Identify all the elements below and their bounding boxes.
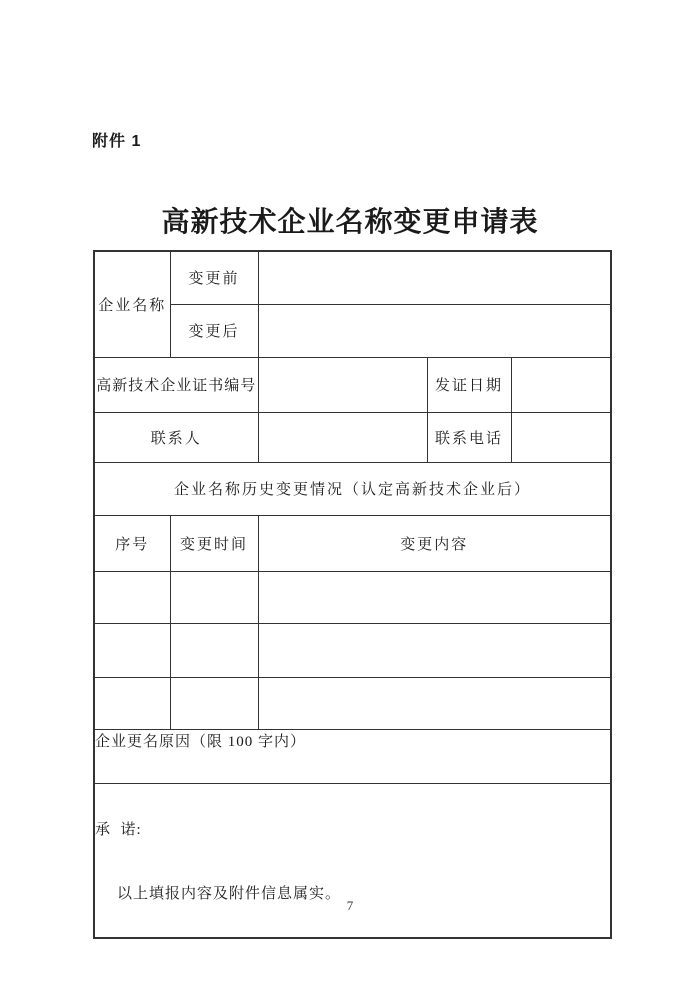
after-change-value-cell[interactable] xyxy=(258,304,611,357)
after-change-label-cell: 变更后 xyxy=(170,304,258,357)
contact-phone-label-cell: 联系电话 xyxy=(427,412,511,462)
history-time-cell[interactable] xyxy=(170,571,258,623)
before-change-value-cell[interactable] xyxy=(258,251,611,304)
history-content-cell[interactable] xyxy=(258,571,611,623)
before-change-label-cell: 变更前 xyxy=(170,251,258,304)
row-rename-reason xyxy=(94,729,611,783)
row-certificate xyxy=(94,357,611,412)
certificate-number-value-cell[interactable] xyxy=(258,357,427,412)
history-row xyxy=(94,571,611,623)
row-contact xyxy=(94,412,611,462)
commitment-label: 承 诺: xyxy=(95,821,142,838)
row-name-after xyxy=(94,304,611,357)
history-seq-cell[interactable] xyxy=(94,677,170,729)
history-time-cell[interactable] xyxy=(170,623,258,677)
history-col-time: 变更时间 xyxy=(170,515,258,571)
issue-date-label-cell: 发证日期 xyxy=(427,357,511,412)
row-history-columns xyxy=(94,515,611,571)
history-col-content: 变更内容 xyxy=(258,515,611,571)
history-row xyxy=(94,623,611,677)
issue-date-value-cell[interactable] xyxy=(511,357,611,412)
history-col-seq: 序号 xyxy=(94,515,170,571)
commitment-cell xyxy=(94,783,611,938)
commitment-text: 以上填报内容及附件信息属实。 xyxy=(117,885,342,902)
history-section-header-cell: 企业名称历史变更情况（认定高新技术企业后） xyxy=(94,462,611,515)
attachment-label: 附件 1 xyxy=(92,133,142,150)
contact-person-value-cell[interactable] xyxy=(258,412,427,462)
application-form-table xyxy=(93,250,612,939)
history-content-cell[interactable] xyxy=(258,623,611,677)
certificate-number-label-cell: 高新技术企业证书编号 xyxy=(94,357,258,412)
row-history-header xyxy=(94,462,611,515)
rename-reason-cell[interactable] xyxy=(94,729,611,783)
history-row xyxy=(94,677,611,729)
contact-person-label-cell: 联系人 xyxy=(94,412,258,462)
row-commitment xyxy=(94,783,611,938)
row-name-before xyxy=(94,251,611,304)
page-number: 7 xyxy=(346,898,354,913)
history-time-cell[interactable] xyxy=(170,677,258,729)
rename-reason-label: 企业更名原因（限 100 字内） xyxy=(95,733,307,750)
history-content-cell[interactable] xyxy=(258,677,611,729)
history-seq-cell[interactable] xyxy=(94,571,170,623)
enterprise-name-label-cell: 企业名称 xyxy=(94,251,170,357)
form-title: 高新技术企业名称变更申请表 xyxy=(161,207,539,238)
contact-phone-value-cell[interactable] xyxy=(511,412,611,462)
history-seq-cell[interactable] xyxy=(94,623,170,677)
